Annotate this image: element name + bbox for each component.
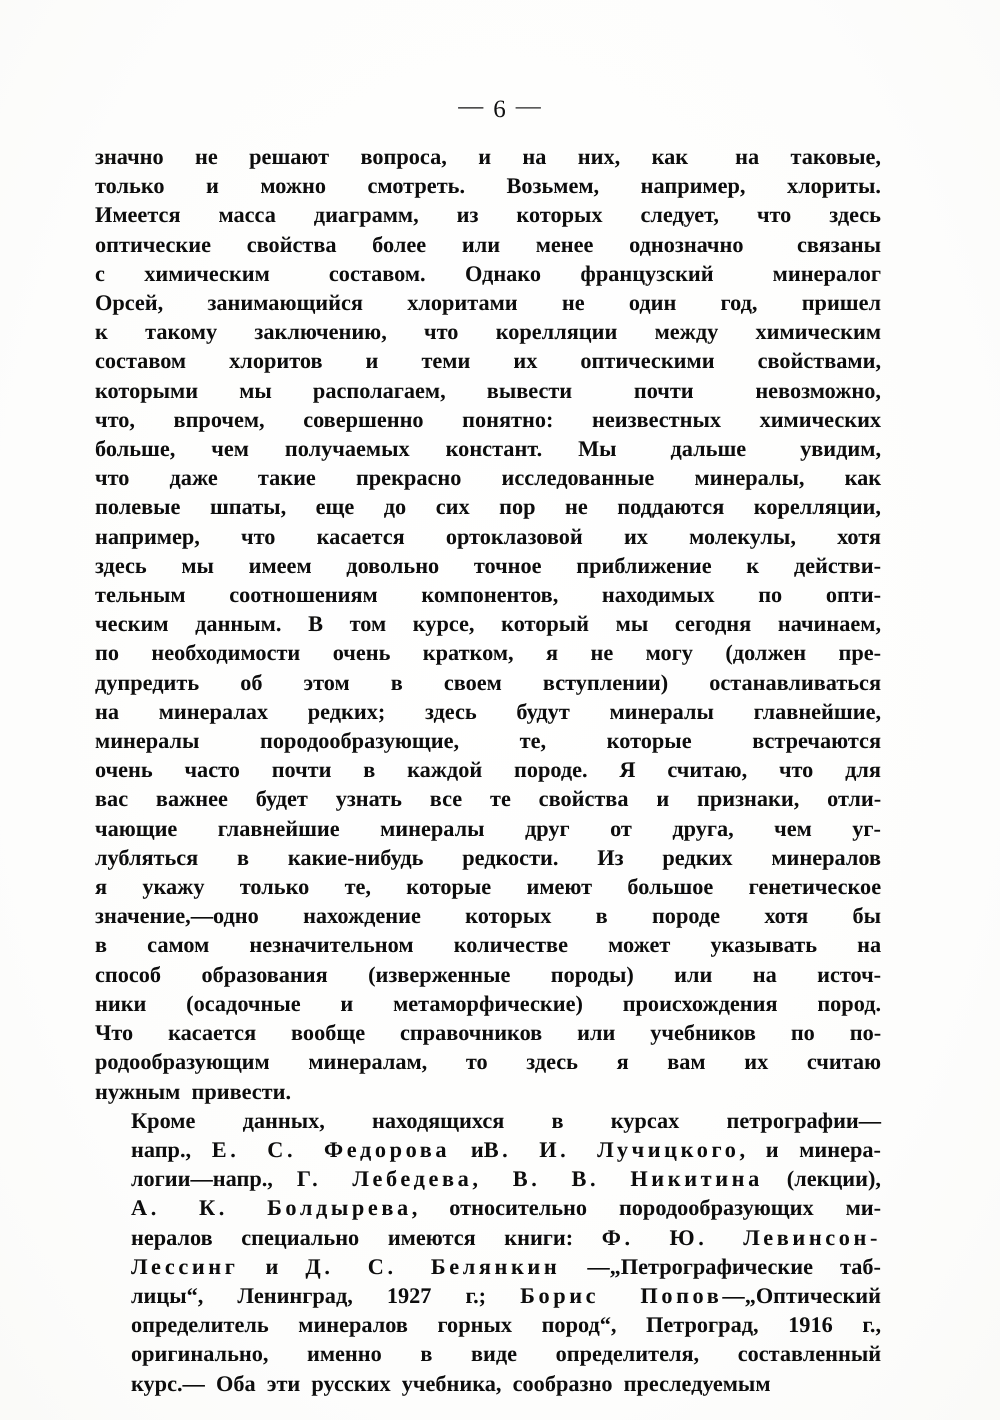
spaced-emphasis-name: Ф. Ю. Левинсон- <box>601 1224 881 1250</box>
text-line <box>95 1223 881 1252</box>
text-run: Кроме данных, находящихся в курсах петрографии— <box>131 1107 882 1133</box>
text-line <box>95 1252 881 1281</box>
text-run: оригинально, именно в виде определителя, составленный <box>131 1341 882 1367</box>
text-line: Что касается вообще справочников или учебников по по- <box>95 1020 882 1046</box>
text-run: определитель минералов горных пород“, Петроград, 1916 г., <box>131 1312 882 1338</box>
text-line <box>95 1339 881 1368</box>
spaced-emphasis-name: А. К. Болдырева <box>131 1195 412 1221</box>
text-line: ческим данным. В том курсе, который мы сегодня начинаем, <box>95 611 882 637</box>
text-line: Имеется масса диаграмм, из которых следует, что здесь <box>95 202 881 228</box>
text-line: значение,—одно нахождение которых в породе хотя бы <box>95 903 882 929</box>
text-line: что, впрочем, совершенно понятно: неизвестных химических <box>95 406 882 432</box>
text-line: способ образования (изверженные породы) или на источ- <box>95 961 882 987</box>
text-line <box>95 1135 881 1164</box>
text-line: Орсей, занимающийся хлоритами не один год, пришел <box>95 290 882 316</box>
page-number-value: 6 <box>493 96 507 123</box>
text-line: ники (осадочные и метаморфические) происхождения пород. <box>95 990 882 1016</box>
text-line: полевые шпаты, еще до сих пор не поддаются корелляции, <box>95 494 881 520</box>
page-number-dash-right: — <box>515 93 542 120</box>
text-line: что даже такие прекрасно исследованные минералы, как <box>95 465 882 491</box>
text-line: больше, чем получаемых констант. Мы дальше увидим, <box>95 436 882 462</box>
text-line <box>95 1193 881 1222</box>
text-line: я укажу только те, которые имеют большое генетическое <box>95 874 882 900</box>
text-line <box>95 1106 881 1135</box>
text-line <box>95 1369 881 1398</box>
page-text-block <box>95 142 881 1398</box>
text-line: здесь мы имеем довольно точное приближение к действи- <box>95 552 881 578</box>
text-run: напр., <box>131 1136 192 1162</box>
text-line: по необходимости очень кратком, я не могу (должен пре- <box>95 640 882 666</box>
text-line: оптические свойства более или менее однозначно связаны <box>95 231 882 257</box>
text-line: очень часто почти в каждой породе. Я считаю, что для <box>95 757 881 783</box>
text-line: на минералах редких; здесь будут минералы главнейшие, <box>95 698 882 724</box>
text-line <box>95 1281 881 1310</box>
spaced-emphasis-name: Лессинг <box>131 1253 239 1279</box>
text-line: чающие главнейшие минералы друг от друга, чем уг- <box>95 815 881 841</box>
text-line: значно не решают вопроса, и на них, как на таковые, <box>95 144 881 169</box>
text-line: в самом незначительном количестве может указывать на <box>95 932 882 958</box>
paragraph-references <box>95 1106 881 1398</box>
text-run: логии—напр., <box>131 1166 273 1192</box>
text-line: которыми мы располагаем, вывести почти невозможно, <box>95 377 881 403</box>
text-line: составом хлоритов и теми их оптическими свойствами, <box>95 348 882 374</box>
text-line: нужным привести. <box>95 1078 292 1104</box>
text-run: (лекции), <box>786 1166 881 1192</box>
text-run: курс.— Оба эти русских учебника, сообразно преследуемым <box>131 1370 771 1396</box>
text-line: минералы породообразующие, те, которые встречаются <box>95 728 882 754</box>
spaced-emphasis-name: В. И. Лучицкого <box>483 1136 740 1162</box>
text-run: —„Петрографические таб- <box>587 1253 881 1279</box>
text-run: лицы“, Ленинград, 1927 г.; <box>131 1282 487 1308</box>
text-run: и <box>470 1136 484 1162</box>
page-number <box>0 93 1000 124</box>
text-line: дупредить об этом в своем вступлении) останавливаться <box>95 669 882 695</box>
text-line: с химическим составом. Однако французский минералог <box>95 260 881 286</box>
text-line: например, что касается ортоклазовой их молекулы, хотя <box>95 523 881 549</box>
spaced-emphasis-name: Борис Попов <box>520 1282 723 1308</box>
text-line <box>95 1164 881 1193</box>
text-run: и <box>265 1253 279 1279</box>
text-run: , и минера- <box>739 1136 881 1162</box>
text-line: лубляться в какие-нибудь редкости. Из редких минералов <box>95 844 882 870</box>
text-line: родообразующим минералам, то здесь я вам их считаю <box>95 1049 882 1075</box>
text-line: к такому заключению, что корелляции между химическим <box>95 319 882 345</box>
spaced-emphasis-name: Д. С. Белянкин <box>305 1253 561 1279</box>
paragraph-body-text <box>95 142 881 1106</box>
text-line: только и можно смотреть. Возьмем, например, хлориты. <box>95 173 881 199</box>
spaced-emphasis-name: Е. С. Федорова <box>211 1136 451 1162</box>
text-line: вас важнее будет узнать все те свойства и признаки, отли- <box>95 786 882 812</box>
text-run: нералов специально имеются книги: <box>131 1224 574 1250</box>
text-line <box>95 1310 881 1339</box>
text-run: , относительно породообразующих ми- <box>411 1195 882 1221</box>
text-line: тельным соотношениям компонентов, находимых по опти- <box>95 582 882 608</box>
page-number-dash-left: — <box>458 93 485 120</box>
spaced-emphasis-name: Г. Лебедева, В. В. Никитина <box>296 1166 763 1192</box>
text-run: —„Оптический <box>722 1282 882 1308</box>
